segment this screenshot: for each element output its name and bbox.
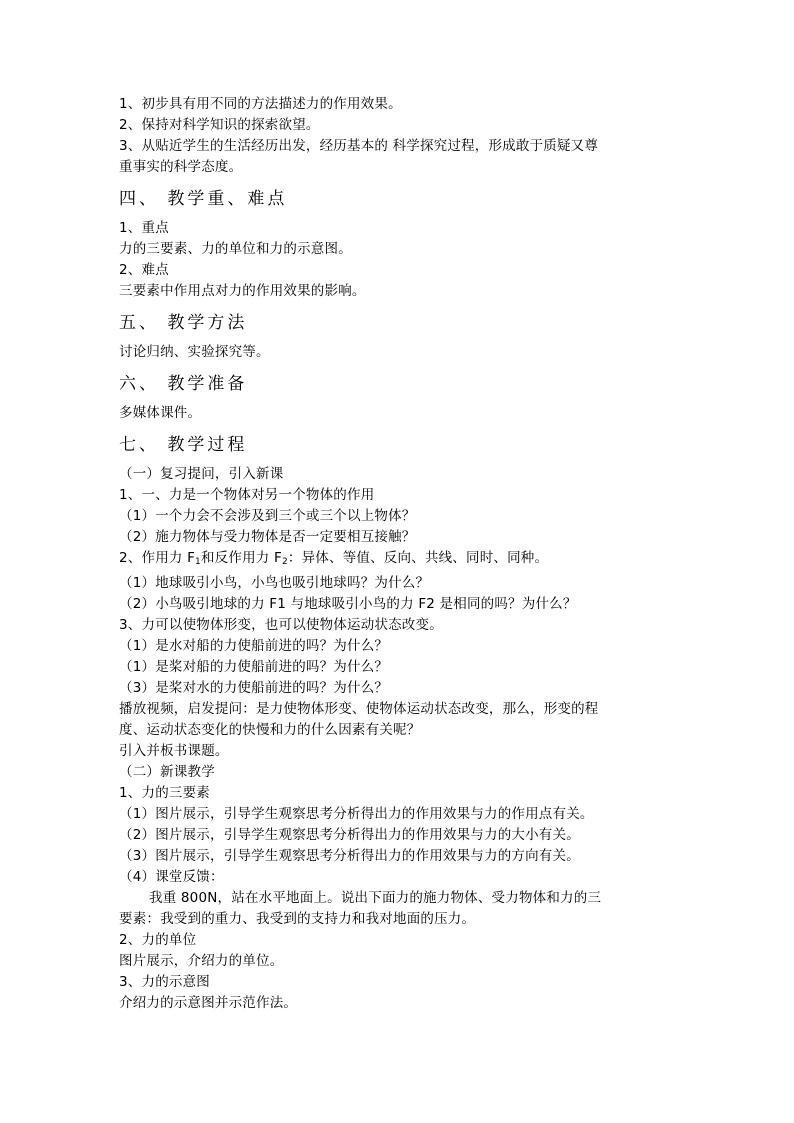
process-line: （2）图片展示，引导学生观察思考分析得出力的作用效果与力的大小有关。 — [119, 827, 580, 843]
process-line: （1）一个力会不会涉及到三个或三个以上物体？ — [119, 508, 416, 524]
objective-item: 重事实的科学态度。 — [119, 159, 243, 175]
objectives-list — [119, 94, 689, 178]
process-line: 3、力的示意图 — [119, 974, 210, 990]
section-heading-process: 七、 教学过程 — [119, 435, 248, 455]
feedback-line: 要素：我受到的重力、我受到的支持力和我对地面的压力。 — [119, 911, 476, 927]
process-line: （1）是水对船的力使船前进的吗？为什么？ — [119, 638, 389, 654]
process-line: （1）地球吸引小鸟，小鸟也吸引地球吗？为什么？ — [119, 575, 430, 591]
process-line: 1、一、力是一个物体对另一个物体的作用 — [119, 487, 375, 503]
process-line: 播放视频，启发提问：是力使物体形变、使物体运动状态改变，那么，形变的程 — [119, 701, 599, 717]
process-line: 1、力的三要素 — [119, 785, 210, 801]
process-line: （2）施力物体与受力物体是否一定要相互接触？ — [119, 529, 416, 545]
objective-item: 2、保持对科学知识的探索欲望。 — [119, 117, 320, 133]
action-reaction-text-a: 2、作用力 F — [119, 550, 196, 566]
document-page — [119, 94, 689, 1014]
process-line: （4）课堂反馈： — [119, 869, 224, 885]
process-line: （3）是桨对水的力使船前进的吗？为什么？ — [119, 680, 389, 696]
key-point-label: 1、重点 — [119, 220, 169, 236]
action-reaction-line — [119, 548, 689, 573]
subscript-1: 1 — [195, 557, 201, 567]
process-line: （3）图片展示，引导学生观察思考分析得出力的作用效果与力的方向有关。 — [119, 848, 580, 864]
section-heading-preparation: 六、 教学准备 — [119, 374, 248, 394]
feedback-line: 我重 800N，站在水平地面上。说出下面力的施力物体、受力物体和力的三 — [149, 890, 602, 906]
process-line: 度、运动状态变化的快慢和力的什么因素有关呢？ — [119, 722, 421, 738]
process-line: 介绍力的示意图并示范作法。 — [119, 995, 298, 1011]
process-line: （二）新课教学 — [119, 764, 215, 780]
difficulty-text: 三要素中作用点对力的作用效果的影响。 — [119, 283, 366, 299]
process-line: 3、力可以使物体形变，也可以使物体运动状态改变。 — [119, 617, 443, 633]
process-line: 引入并板书课题。 — [119, 743, 229, 759]
subscript-2: 2 — [281, 557, 288, 567]
preparation-text: 多媒体课件。 — [119, 405, 202, 421]
process-line: 2、力的单位 — [119, 932, 197, 948]
process-line: （1）图片展示，引导学生观察思考分析得出力的作用效果与力的作用点有关。 — [119, 806, 594, 822]
process-line: （一）复习提问，引入新课 — [119, 466, 284, 482]
action-reaction-text-c: ：异体、等值、反向、共线、同时、同种。 — [287, 550, 549, 566]
section-heading-key-points: 四、 教学重、难点 — [119, 189, 288, 209]
key-point-text: 力的三要素、力的单位和力的示意图。 — [119, 241, 352, 257]
objective-item: 1、初步具有用不同的方法描述力的作用效果。 — [119, 96, 402, 112]
process-line: （1）是桨对船的力使船前进的吗？为什么？ — [119, 659, 389, 675]
difficulty-label: 2、难点 — [119, 262, 169, 278]
objective-item: 3、从贴近学生的生活经历出发，经历基本的 科学探究过程，形成敢于质疑又尊 — [119, 138, 599, 154]
section-heading-methods: 五、 教学方法 — [119, 313, 248, 333]
action-reaction-text-b: 和反作用力 F — [200, 550, 282, 566]
process-line: （2）小鸟吸引地球的力 F1 与地球吸引小鸟的力 F2 是相同的吗？为什么？ — [119, 596, 577, 612]
process-line: 图片展示，介绍力的单位。 — [119, 953, 284, 969]
methods-text: 讨论归纳、实验探究等。 — [119, 344, 270, 360]
